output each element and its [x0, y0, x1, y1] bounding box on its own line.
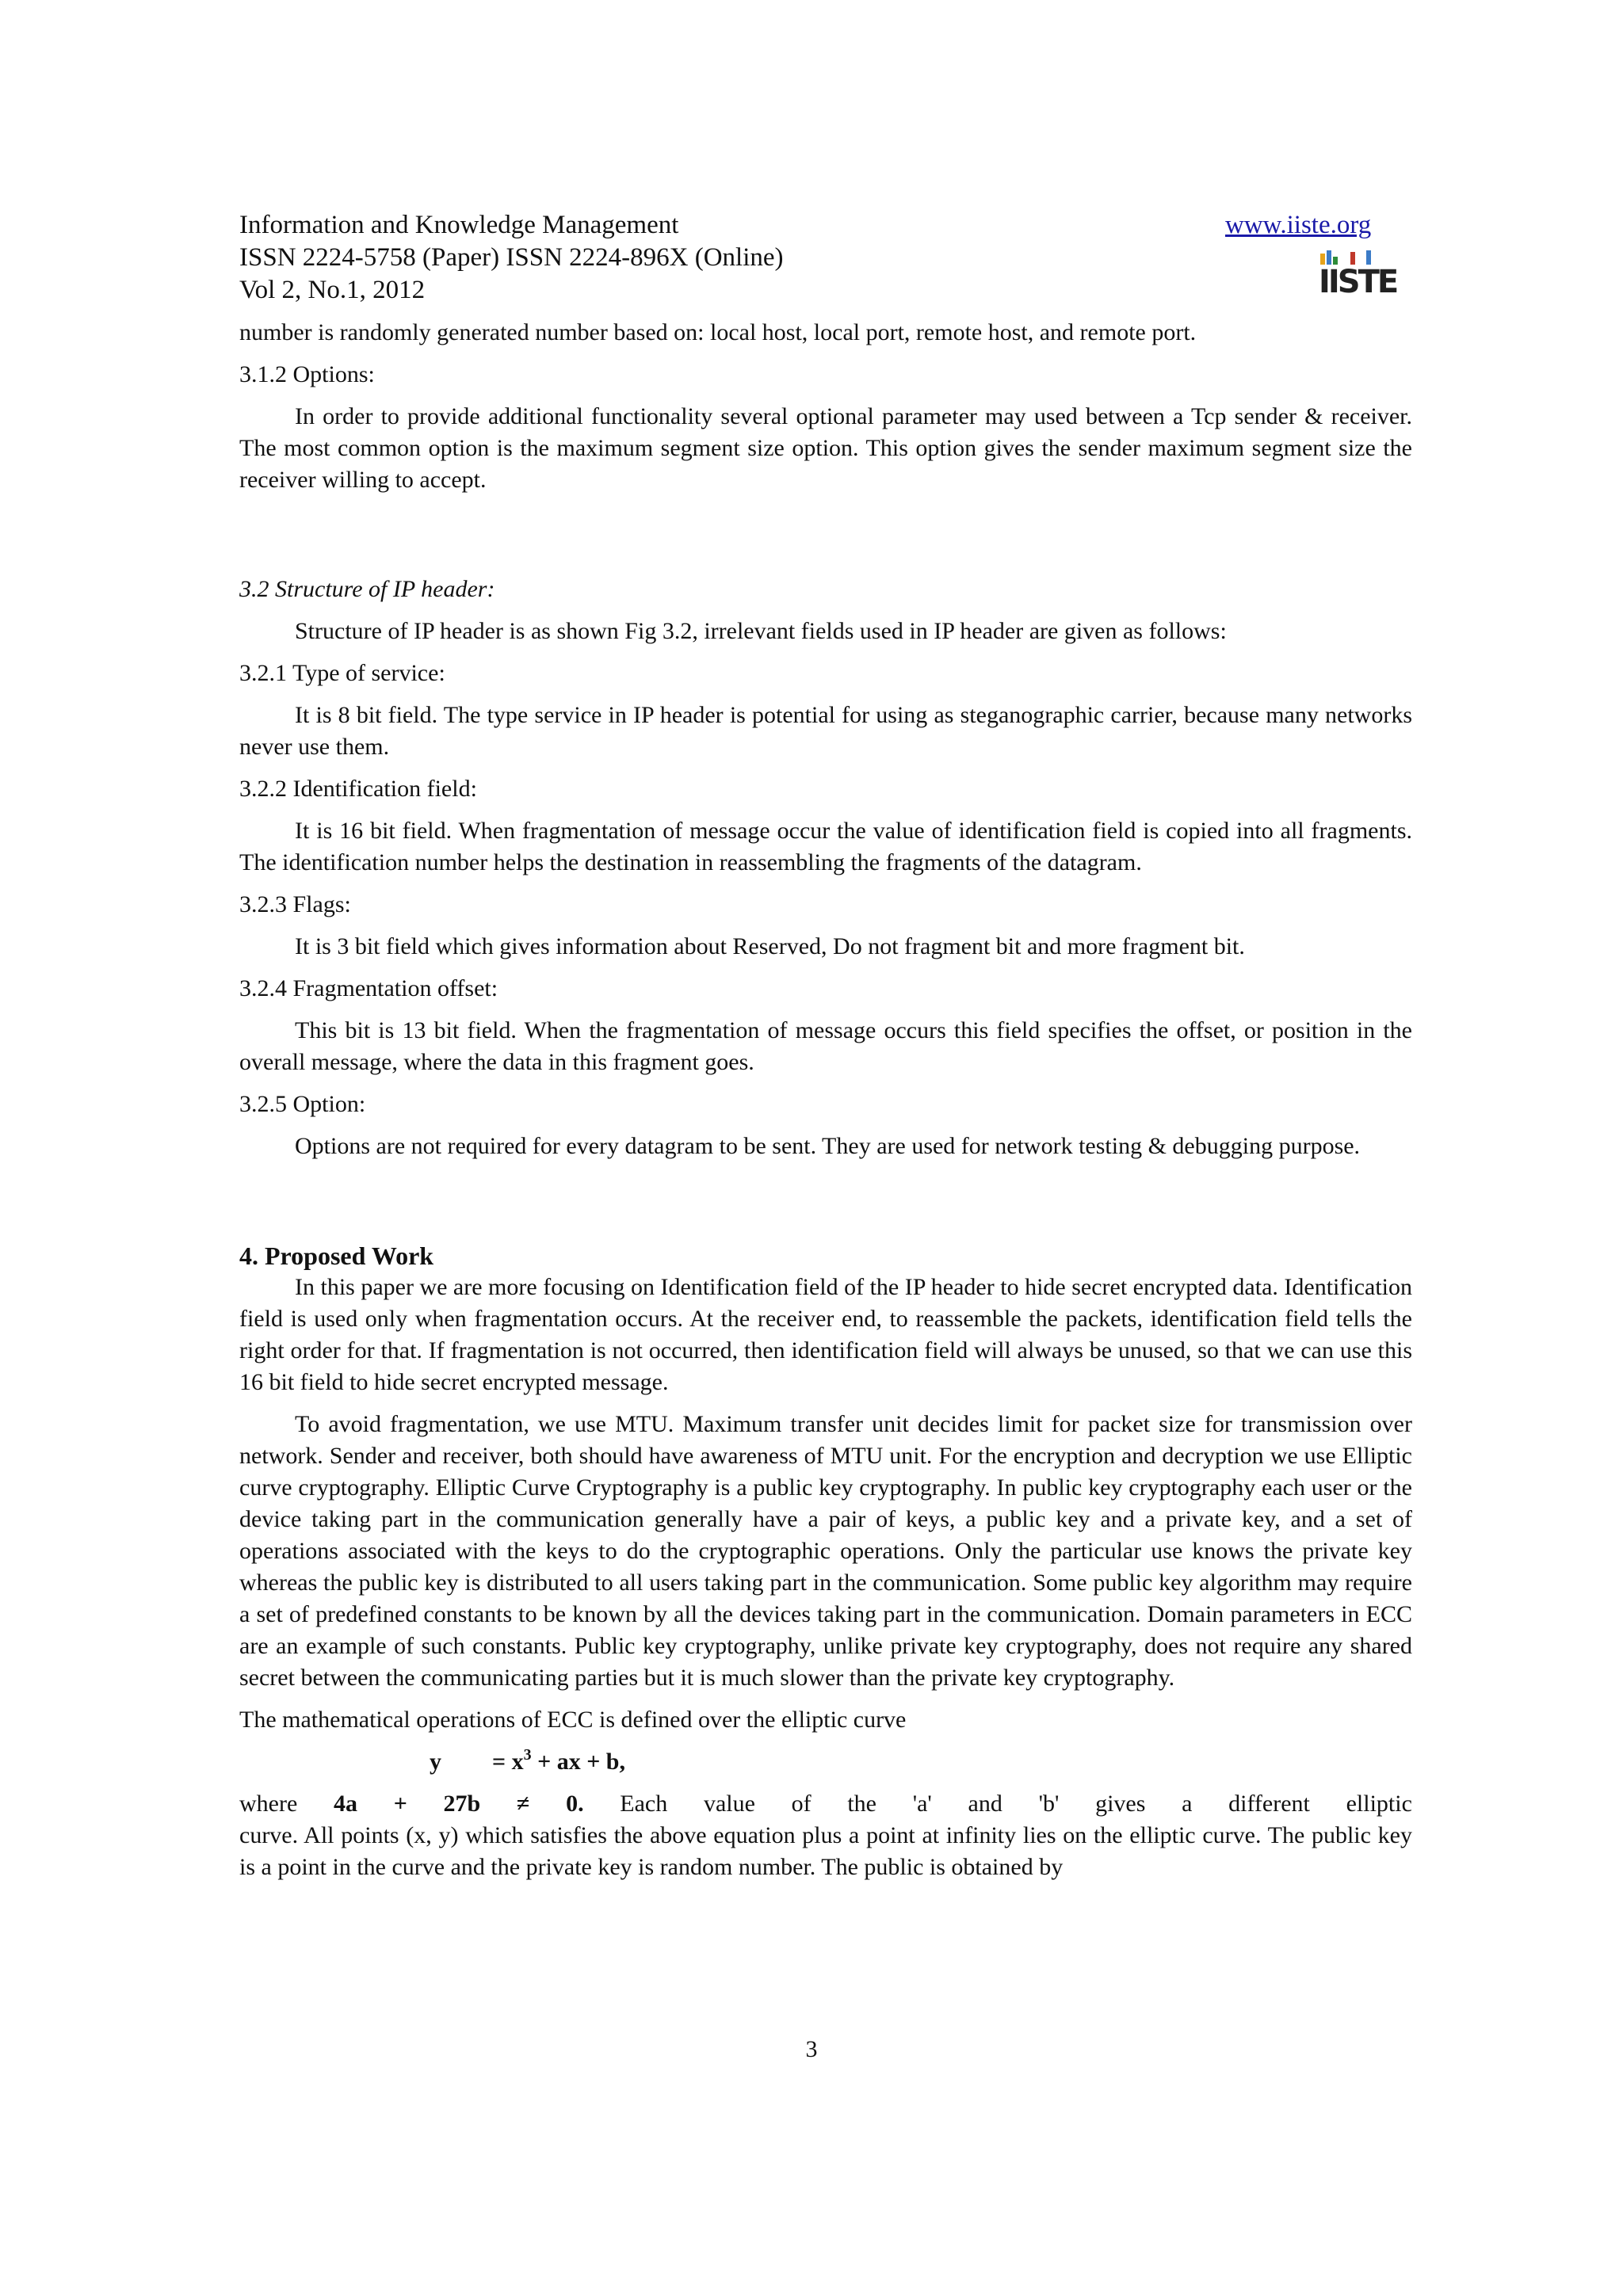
where-term: 27b: [443, 1791, 481, 1817]
subsection-heading: 3.2.1 Type of service:: [239, 660, 445, 686]
where-line: [239, 1788, 1412, 1820]
where-term: +: [393, 1791, 407, 1817]
where-word: and: [968, 1791, 1002, 1817]
equation-rhs-part: = x: [492, 1749, 524, 1775]
where-term: ≠: [516, 1791, 530, 1817]
website-link[interactable]: www.iiste.org: [1225, 211, 1372, 239]
where-term: 0.: [566, 1791, 584, 1817]
subsection-heading: 3.2.3 Flags:: [239, 891, 351, 917]
where-word: a: [1182, 1791, 1193, 1817]
paragraph: curve. All points (x, y) which satisfies the above equation plus a point at infinity lies on the elliptic curve. The public key is a point in the curve and the private key is random number. The public is obtained by: [239, 1822, 1412, 1880]
paragraph: The mathematical operations of ECC is defined over the elliptic curve: [239, 1707, 907, 1733]
where-word: 'b': [1038, 1791, 1060, 1817]
paragraph: In this paper we are more focusing on Identification field of the IP header to hide secret encrypted data. Identification field is used only when fragmentation occurs. At the receiver end, to reassemble the packets, identification field tells the right order for that. If fragmentation is not occurred, then identification field will always be unused, so that we can use this 16 bit field to hide secret encrypted message.: [239, 1274, 1412, 1395]
paper-body: [239, 317, 1412, 1883]
where-word: the: [847, 1791, 876, 1817]
paragraph: To avoid fragmentation, we use MTU. Maximum transfer unit decides limit for packet size for transmission over network. Sender and receiver, both should have awareness of MTU unit. For the encryption and decryption we use Elliptic curve cryptography. Elliptic Curve Cryptography is a public key cryptography. In public key cryptography each user or the device taking part in the communication generally have a pair of keys, a public key and a private key, and a set of operations associated with the keys to do the cryptographic operations. Only the particular use knows the private key whereas the public key is distributed to all users taking part in the communication. Some public key algorithm may require a set of predefined constants to be known by all the devices taking part in the communication. Domain parameters in ECC are an example of such constants. Public key cryptography, unlike private key cryptography, does not require any shared secret between the communicating parties but it is much slower than the private key cryptography.: [239, 1411, 1412, 1691]
where-word: value: [703, 1791, 755, 1817]
equation-exponent: 3: [523, 1746, 532, 1764]
journal-header: [239, 209, 1412, 317]
paragraph: It is 16 bit field. When fragmentation of message occur the value of identification field is copied into all fragments. The identification number helps the destination in reassembling the fragments of the datagram.: [239, 818, 1412, 875]
where-word: gives: [1095, 1791, 1146, 1817]
where-word: different: [1228, 1791, 1310, 1817]
paragraph: It is 3 bit field which gives information about Reserved, Do not fragment bit and more fragment bit.: [295, 933, 1245, 959]
equation-rhs-part: + ax + b,: [531, 1749, 625, 1775]
paragraph: Options are not required for every datagram to be sent. They are used for network testing & debugging purpose.: [295, 1133, 1361, 1159]
subsection-heading: 3.2.5 Option:: [239, 1091, 366, 1117]
paragraph: It is 8 bit field. The type service in IP header is potential for using as steganographic carrier, because many networks never use them.: [239, 702, 1412, 760]
subsection-heading: 3.1.2 Options:: [239, 361, 375, 387]
logo-wordmark: IISTE: [1319, 264, 1397, 300]
iiste-logo: [1319, 250, 1397, 304]
subsection-heading: 3.2.4 Fragmentation offset:: [239, 975, 498, 1001]
intro-paragraph: number is randomly generated number based on: local host, local port, remote host, and remote port.: [239, 319, 1197, 345]
section-heading: 4. Proposed Work: [239, 1241, 434, 1270]
where-word: 'a': [912, 1791, 932, 1817]
section-heading-italic: 3.2 Structure of IP header:: [239, 576, 495, 602]
journal-title: Information and Knowledge Management: [239, 211, 679, 239]
paragraph: This bit is 13 bit field. When the fragmentation of message occurs this field specifies the offset, or position in the overall message, where the data in this fragment goes.: [239, 1017, 1412, 1075]
where-word: Each: [620, 1791, 668, 1817]
where-word: where: [239, 1791, 298, 1817]
where-word: of: [791, 1791, 812, 1817]
where-term: 4a: [334, 1791, 357, 1817]
equation-lhs: y: [430, 1749, 441, 1775]
paragraph: In order to provide additional functionality several optional parameter may used between a Tcp sender & receiver. The most common option is the maximum segment size option. This option gives the sender maximum segment size the receiver willing to accept.: [239, 403, 1412, 493]
page-number: 3: [805, 2036, 818, 2062]
paper-page: [239, 209, 1412, 1883]
elliptic-curve-equation: [239, 1746, 1412, 1778]
journal-volume: Vol 2, No.1, 2012: [239, 276, 426, 304]
journal-issn: ISSN 2224-5758 (Paper) ISSN 2224-896X (Online): [239, 243, 784, 272]
paragraph: Structure of IP header is as shown Fig 3.2, irrelevant fields used in IP header are given as follows:: [295, 618, 1227, 644]
where-word: elliptic: [1346, 1791, 1412, 1817]
subsection-heading: 3.2.2 Identification field:: [239, 776, 477, 802]
